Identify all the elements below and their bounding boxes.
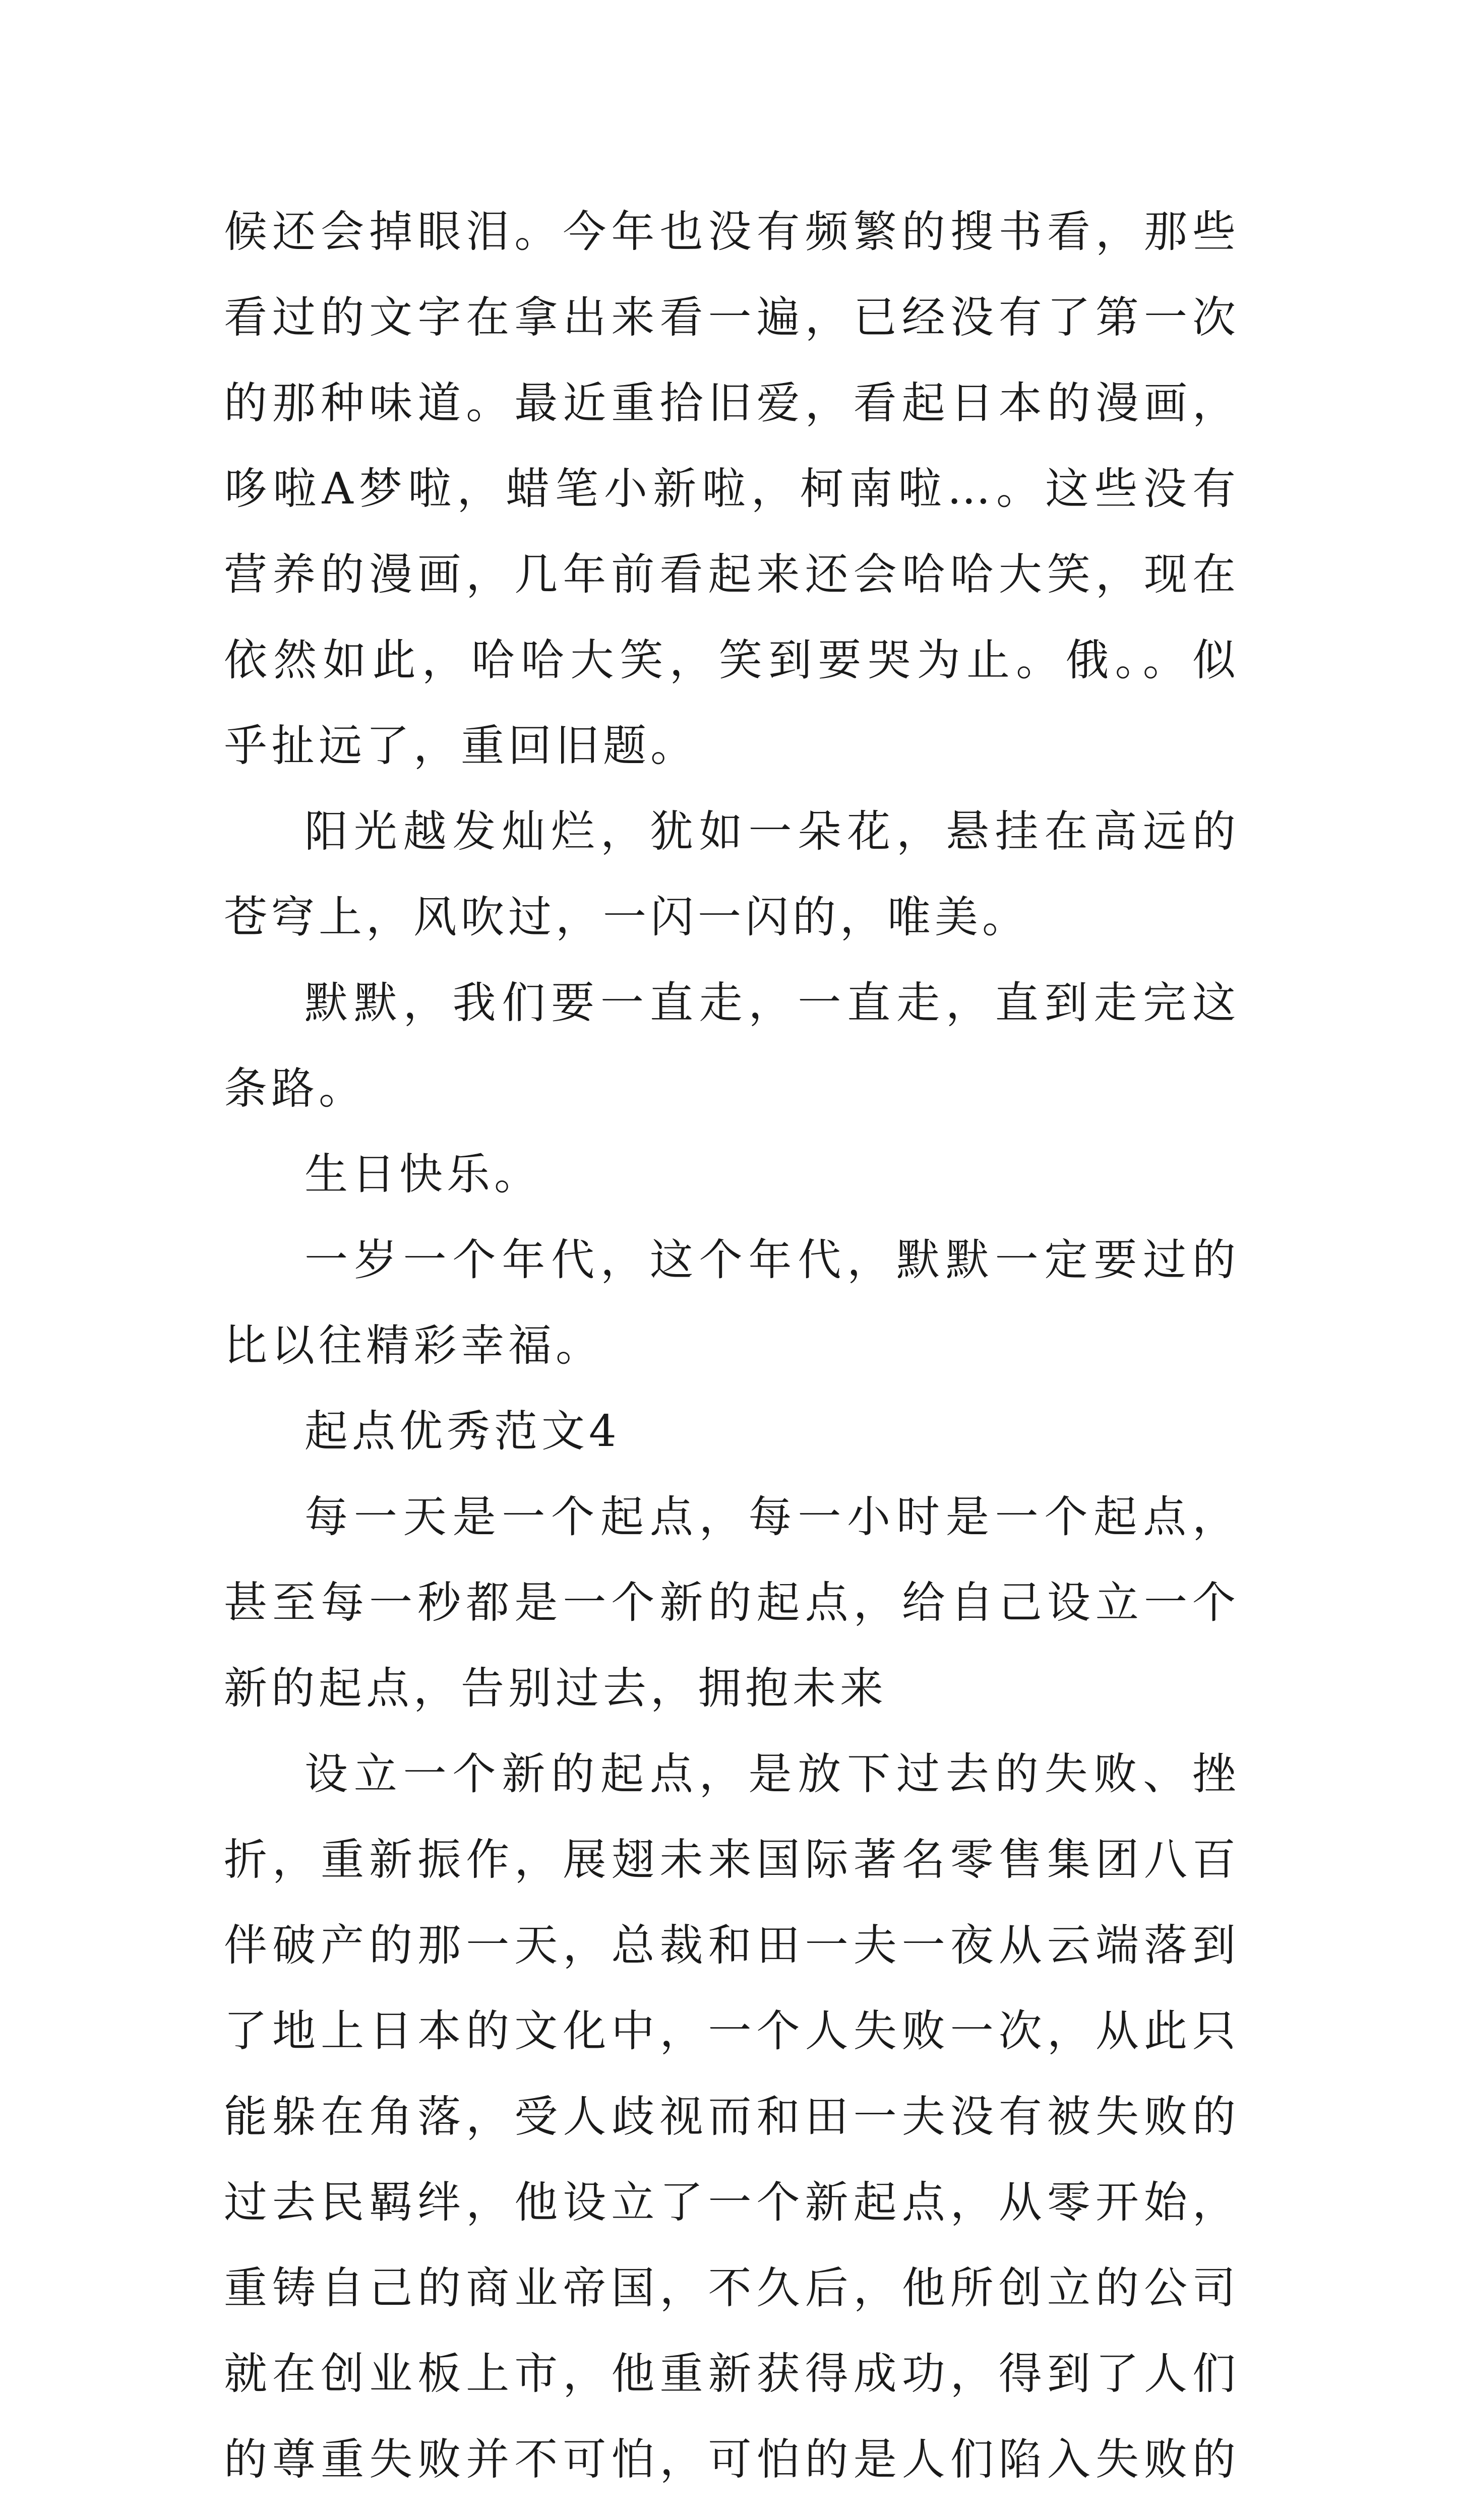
paragraph-3: 默默，我们要一直走，一直走，直到走完这条路。 [224,978,1240,1114]
paragraph-7: 设立一个新的起点，是放下过去的失败、挫折，重新振作，展翅未来国际著名零售集团八百伴破产的那一天，总裁和田一夫一夜从云端落到了地上日本的文化中，一个人失败一次，从此只能躲在角落，受人歧视而和田一夫没有被失败的过去民羁绊，他设立了一个新起点，从零开始，重铸自己的商业帝国，不久后，他所创立的公司就在创业板上市，他重新获得成功，得到了人们的尊重失败并不可怕，可怕的是人们陷入失败的 [224,1749,1240,2485]
paragraph-6: 每一天是一个起点，每一小时是一个起点，甚至每一秒都是一个新的起点，给自己设立一个新的起点，告别过去，拥抱未来 [224,1492,1240,1714]
paragraph-1: 候还会掉眼泪。今年也没有频繁的搜书看，那些看过的文字在拿出来看一遍，已经没有了第一次的那种味道。最近重拾旧爱，看起日本的漫画，哆啦A梦啦，蜡笔小新啦，柯南啦…。这些没有营养的漫画，几年前看起来还会哈哈大笑，现在依然如此，哈哈大笑，笑到要哭为止。俄。。似乎扯远了，重回旧题。 [224,207,1240,771]
body-text [224,189,1240,2520]
paragraph-5: 一岁一个年代，这个年代，默默一定要过的比以往精彩幸福。 [224,1235,1240,1371]
section-heading: 起点优秀范文4 [305,1406,621,1457]
paragraph-4: 生日快乐。 [305,1149,541,1200]
paragraph-2: 阳光越发灿烂，犹如一朵花，悬挂在高远的苍穹上，风吹过，一闪一闪的，唯美。 [224,806,1240,942]
